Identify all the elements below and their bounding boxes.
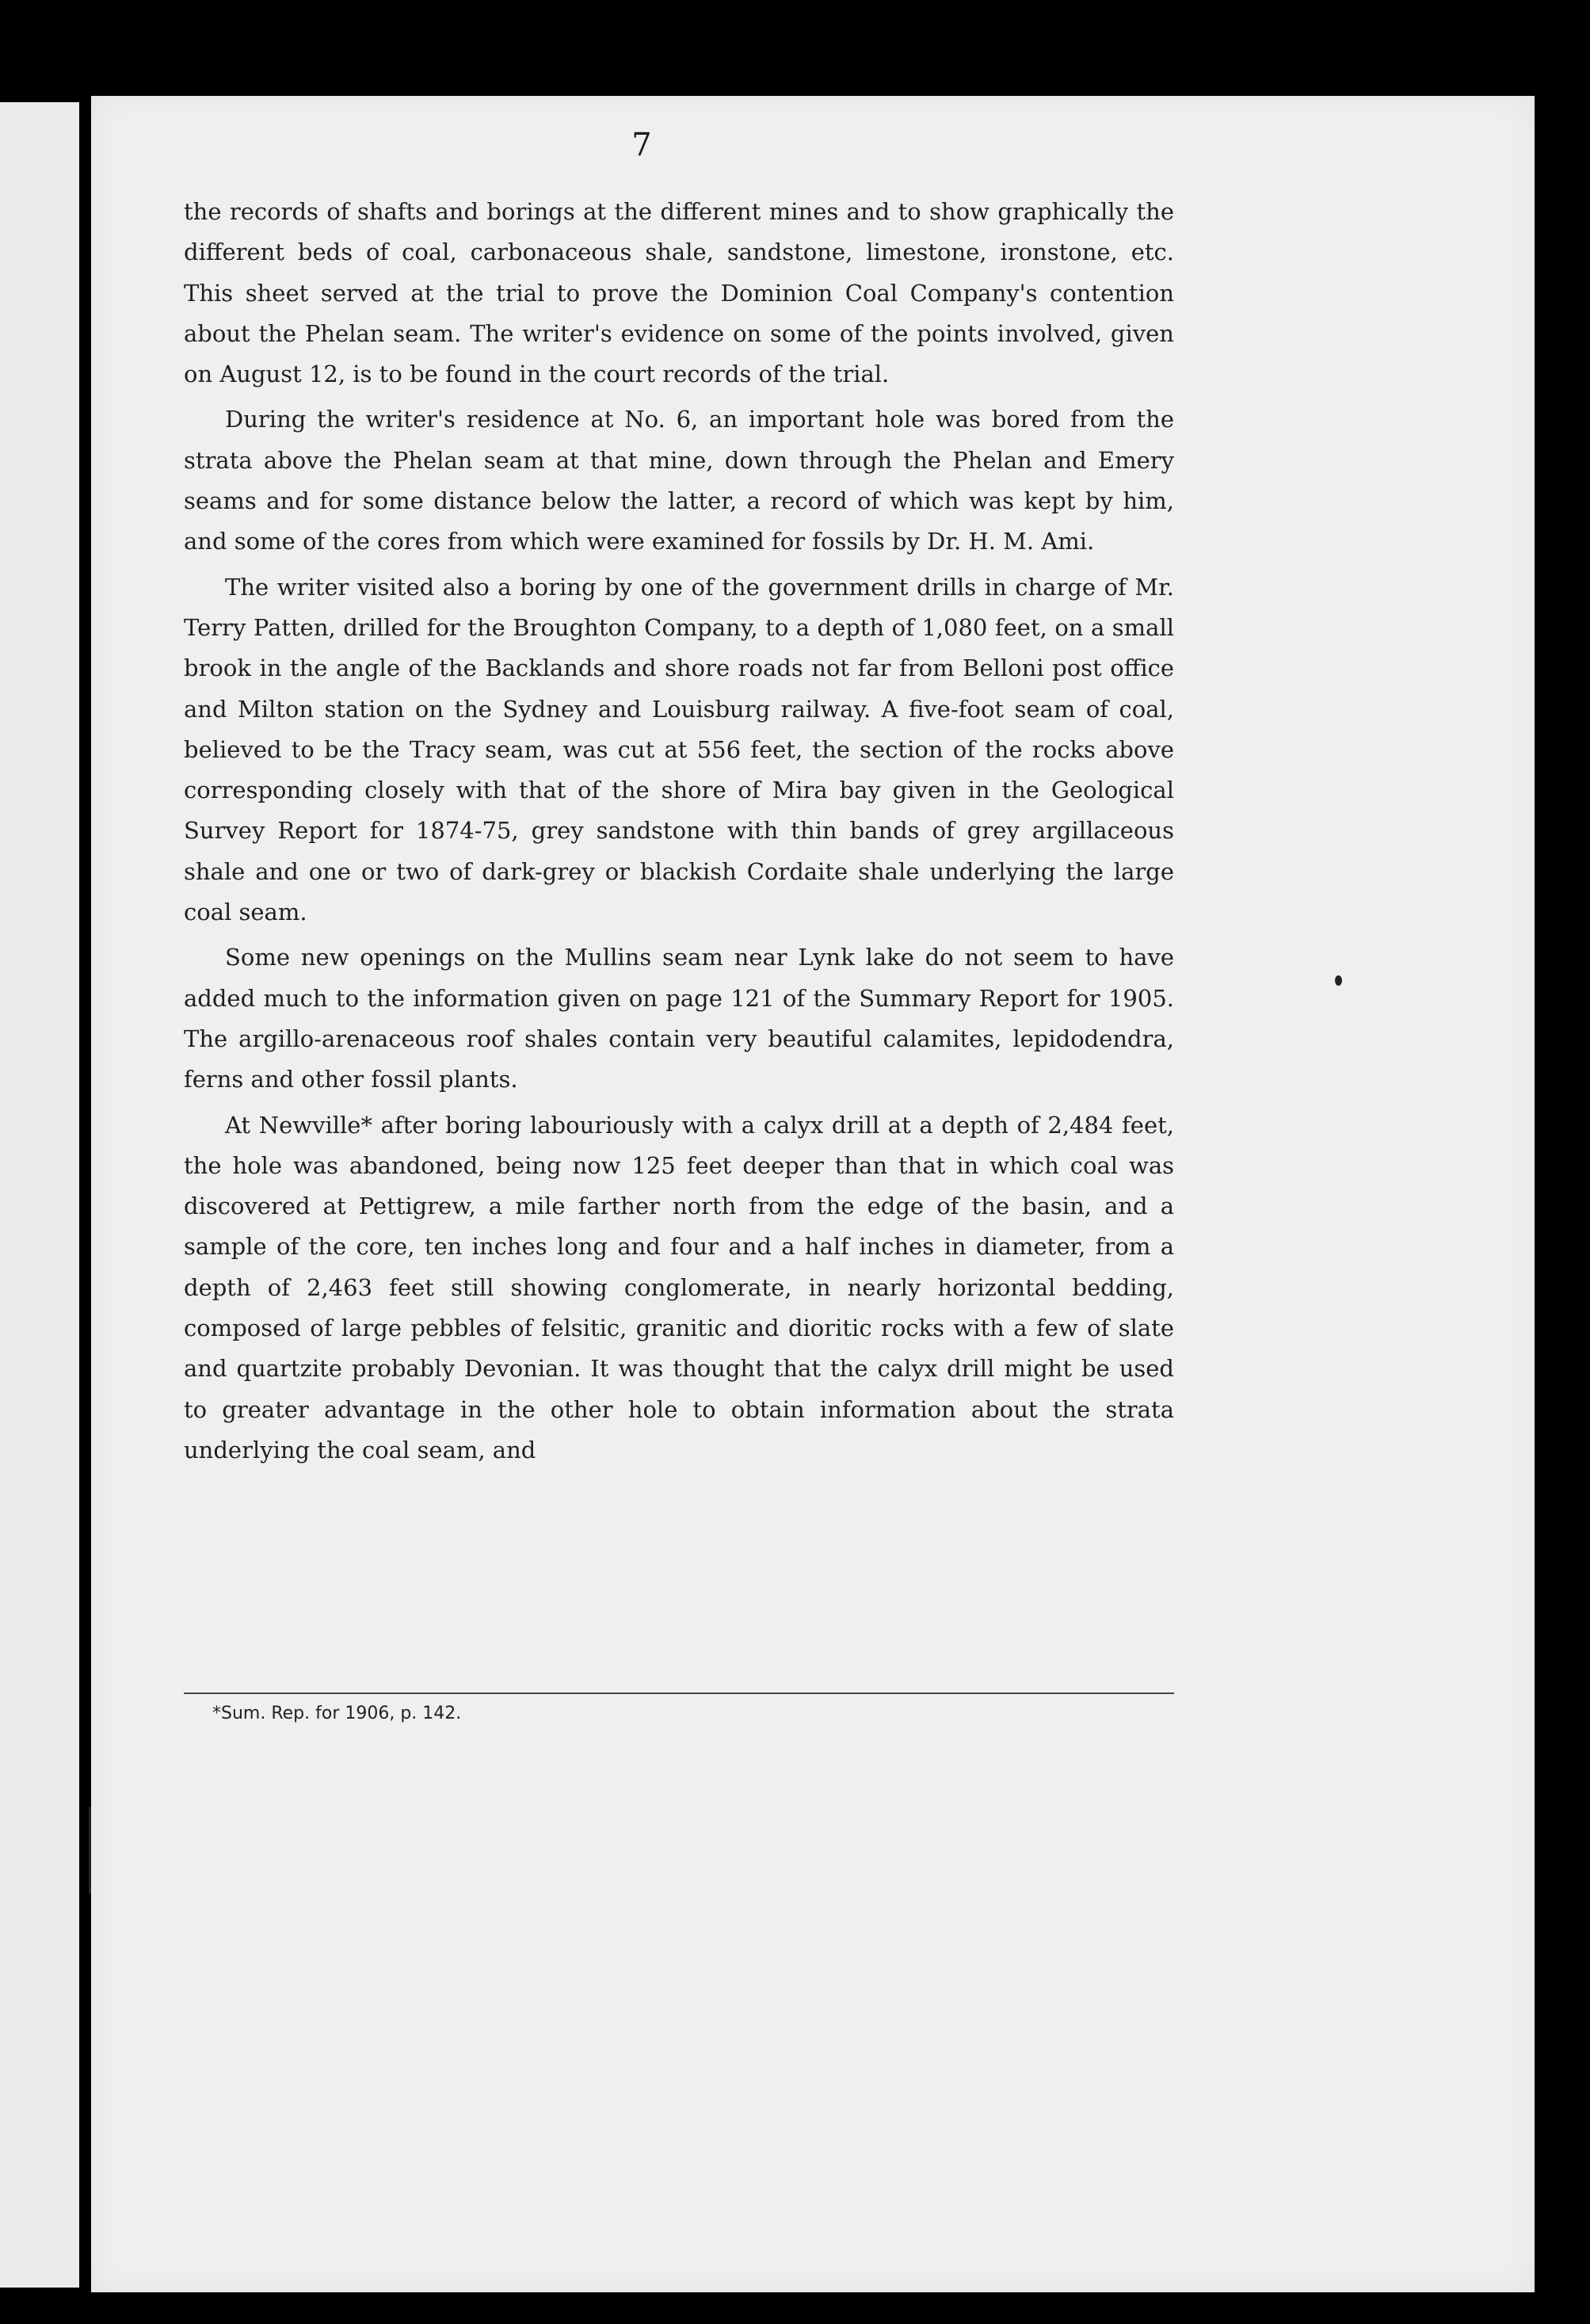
body-text [184,192,1174,1475]
paragraph-2: During the writer's residence at No. 6, an important hole was bored from the strata above the Phelan seam at that mine, down through the Phelan and Emery seams and for some distance below the latter, a record of which was kept by him, and some of the cores from which were examined for fossils by Dr. H. M. Ami. [184,406,1174,555]
paragraph-4: Some new openings on the Mullins seam near Lynk lake do not seem to have added much to the information given on page 121 of the Summary Report for 1905. The argillo-arenaceous roof shales contain very beautiful calamites, lepidodendra, ferns and other fossil plants. [184,944,1174,1093]
paragraph-1: the records of shafts and borings at the different mines and to show graphically the different beds of coal, carbonaceous shale, sandstone, limestone, ironstone, etc. This sheet served at the trial to prove the Dominion Coal Company's contention about the Phelan seam. The writer's evidence on some of the points involved, given on August 12, is to be found in the court records of the trial. [184,198,1174,388]
scan-speck [1335,975,1342,986]
adjacent-page-edge [0,102,79,2288]
paragraph-3: The writer visited also a boring by one of the government drills in charge of Mr. Terry Patten, drilled for the Broughton Company, to a depth of 1,080 feet, on a small brook in the angle of the Backlands and shore roads not far from Belloni post office and Milton station on the Sydney and Louisburg railway. A five-foot seam of coal, believed to be the Tracy seam, was cut at 556 feet, the section of the rocks above corresponding closely with that of the shore of Mira bay given in the Geological Survey Report for 1874-75, grey sandstone with thin bands of grey argillaceous shale and one or two of dark-grey or blackish Cordaite shale underlying the large coal seam. [184,573,1174,926]
page-number: 7 [631,127,652,163]
paragraph-5: At Newville* after boring labouriously with a calyx drill at a depth of 2,484 feet, the hole was abandoned, being now 125 feet deeper than that in which coal was discovered at Pettigrew, a mile farther north from the edge of the basin, and a sample of the core, ten inches long and four and a half inches in diameter, from a depth of 2,463 feet still showing conglomerate, in nearly horizontal bedding, composed of large pebbles of felsitic, granitic and dioritic rocks with a few of slate and quartzite probably Devonian. It was thought that the calyx drill might be used to greater advantage in the other hole to obtain information about the strata underlying the coal seam, and [184,1111,1174,1463]
footnote: *Sum. Rep. for 1906, p. 142. [212,1704,462,1723]
footnote-divider [184,1692,1174,1694]
